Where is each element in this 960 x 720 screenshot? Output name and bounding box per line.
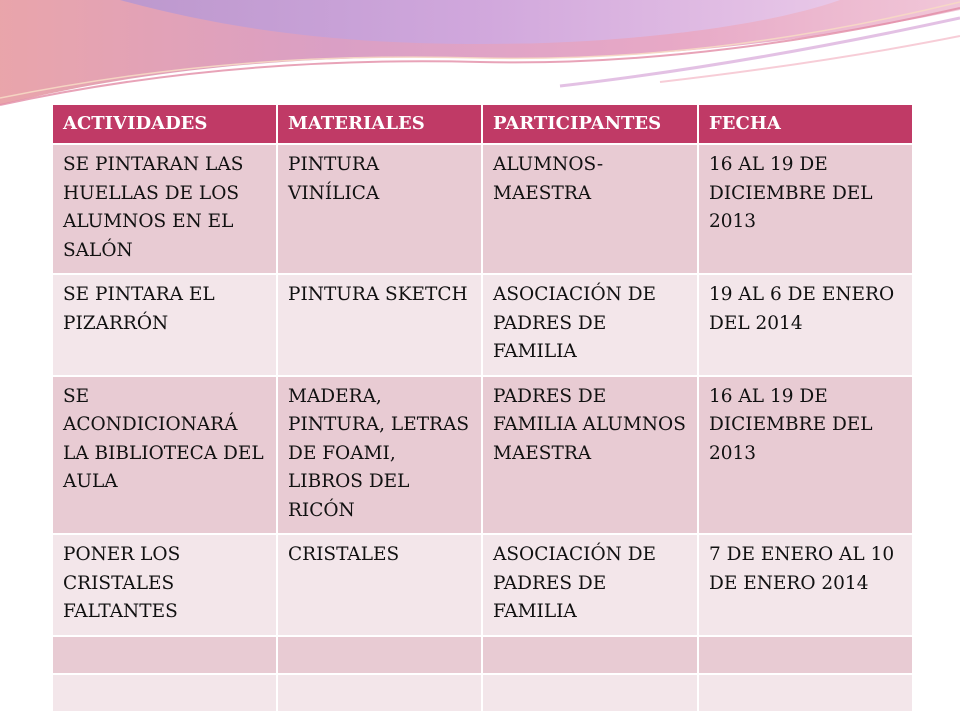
cell-materiales [277,674,482,712]
cell-actividad: SE PINTARA EL PIZARRÓN [52,274,277,376]
header-materiales: MATERIALES [277,104,482,144]
header-participantes: PARTICIPANTES [482,104,698,144]
cell-actividad [52,636,277,674]
cell-materiales [277,636,482,674]
cell-participantes [482,674,698,712]
activities-table [51,103,914,713]
cell-fecha: 16 AL 19 DE DICIEMBRE DEL 2013 [698,144,913,274]
cell-actividad [52,674,277,712]
table-row [52,534,913,636]
decorative-swoosh-banner [0,0,960,120]
header-actividades: ACTIVIDADES [52,104,277,144]
cell-materiales: PINTURA VINÍLICA [277,144,482,274]
cell-materiales: PINTURA SKETCH [277,274,482,376]
table-header-row [52,104,913,144]
cell-fecha [698,636,913,674]
cell-participantes: ASOCIACIÓN DE PADRES DE FAMILIA [482,534,698,636]
cell-fecha: 16 AL 19 DE DICIEMBRE DEL 2013 [698,376,913,535]
cell-fecha [698,674,913,712]
cell-fecha: 7 DE ENERO AL 10 DE ENERO 2014 [698,534,913,636]
cell-actividad: PONER LOS CRISTALES FALTANTES [52,534,277,636]
table-row-empty [52,674,913,712]
cell-participantes: ASOCIACIÓN DE PADRES DE FAMILIA [482,274,698,376]
table-row [52,274,913,376]
table-row [52,144,913,274]
cell-participantes [482,636,698,674]
cell-participantes: ALUMNOS-MAESTRA [482,144,698,274]
cell-materiales: CRISTALES [277,534,482,636]
cell-participantes: PADRES DE FAMILIA ALUMNOS MAESTRA [482,376,698,535]
table-row [52,376,913,535]
table-row-empty [52,636,913,674]
cell-fecha: 19 AL 6 DE ENERO DEL 2014 [698,274,913,376]
header-fecha: FECHA [698,104,913,144]
cell-actividad: SE ACONDICIONARÁ LA BIBLIOTECA DEL AULA [52,376,277,535]
cell-actividad: SE PINTARAN LAS HUELLAS DE LOS ALUMNOS EN EL SALÓN [52,144,277,274]
cell-materiales: MADERA, PINTURA, LETRAS DE FOAMI, LIBROS DEL RICÓN [277,376,482,535]
